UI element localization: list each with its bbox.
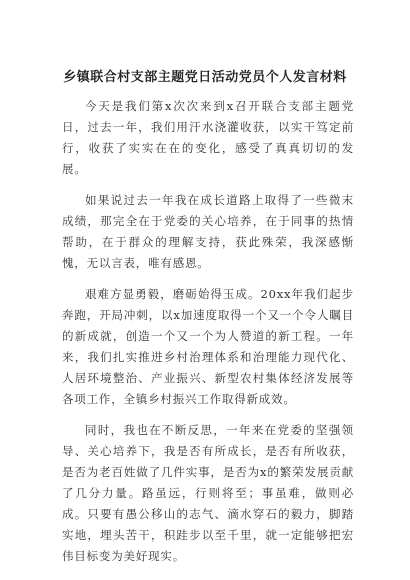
paragraph: 今天是我们第x次次来到x召开联合支部主题党日，过去一年，我们用汗水浇灌收获，以实干笃定前行，收获了实实在在的变化，感受了真真切切的发展。	[62, 99, 354, 176]
paragraph: 同时，我也在不断反思，一年来在党委的坚强领导、关心培养下，我是否有所成长，是否有所收获，是否为老百姓做了几件实事，是否为x的繁荣发展贡献了几分力量。路虽远，行则将至；事虽难，做则必成。只要有愚公移山的志气、滴水穿石的毅力，脚踏实地，埋头苦干，积跬步以至千里，就一定能够把宏伟目标变为美好现实。	[62, 423, 354, 563]
document-title: 乡镇联合村支部主题党日活动党员个人发言材料	[63, 70, 347, 85]
paragraph: 艰难方显勇毅，磨砺始得玉成。20xx年我们起步奔跑，开局冲刺，以x加速度取得一个又一个令人瞩目的新成就，创造一个又一个为人赞道的新工程。一年来，我们扎实推进乡村治理体系和治理能力现代化、人居环境整治、产业振兴、新型农村集体经济发展等各项工作，全镇乡村振兴工作取得新成效。	[62, 287, 354, 406]
paragraph: 如果说过去一年我在成长道路上取得了一些微末成绩，那完全在于党委的关心培养，在于同事的热情帮助，在于群众的理解支持，获此殊荣，我深感惭愧，无以言表，唯有感恩。	[62, 193, 354, 270]
document-body	[62, 96, 354, 577]
